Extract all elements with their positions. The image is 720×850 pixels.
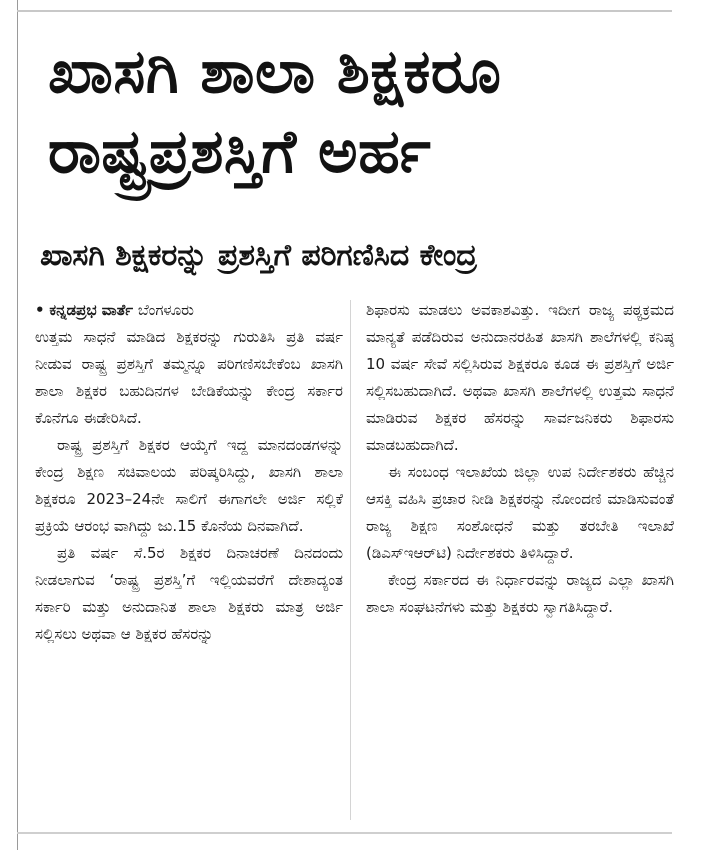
article-paragraph-2: ರಾಷ್ಟ್ರ ಪ್ರಶಸ್ತಿಗೆ ಶಿಕ್ಷಕರ ಆಯ್ಕೆಗೆ ಇದ್ದ ಮಾನದಂಡಗಳನ್ನು ಕೇಂದ್ರ ಶಿಕ್ಷಣ ಸಚಿವಾಲಯ ಪರಿಷ್ಕರಿಸಿದ್ದು, ಖಾಸಗಿ ಶಾಲಾ ಶಿಕ್ಷಕರೂ 2023–24ನೇ ಸಾಲಿಗೆ ಈಗಾಗಲೇ ಅರ್ಜಿ ಸಲ್ಲಿಕೆ ಪ್ರಕ್ರಿಯೆ ಆರಂಭ ವಾಗಿದ್ದು ಜು.15 ಕೊನೆಯ ದಿನವಾಗಿದೆ. bbox=[35, 436, 343, 535]
byline-place: ಬೆಂಗಳೂರು bbox=[137, 301, 194, 319]
article-paragraph-4: ಈ ಸಂಬಂಧ ಇಲಾಖೆಯ ಜಿಲ್ಲಾ ಉಪ ನಿರ್ದೇಶಕರು ಹೆಚ್ಚಿನ ಆಸಕ್ತಿ ವಹಿಸಿ ಪ್ರಚಾರ ನೀಡಿ ಶಿಕ್ಷಕರನ್ನು ನೋಂದಣಿ ಮಾಡಿಸುವಂತೆ ರಾಜ್ಯ ಶಿಕ್ಷಣ ಸಂಶೋಧನೆ ಮತ್ತು ತರಬೇತಿ ಇಲಾಖೆ (ಡಿಎಸ್ಇಆರ್‌ಟಿ) ನಿರ್ದೇಶಕರು ತಿಳಿಸಿದ್ದಾರೆ. bbox=[366, 463, 674, 562]
article-column-right bbox=[366, 297, 674, 621]
byline-agency: ಕನ್ನಡಪ್ರಭ ವಾರ್ತೆ bbox=[49, 301, 134, 319]
article-subheadline: ಖಾಸಗಿ ಶಿಕ್ಷಕರನ್ನು ಪ್ರಶಸ್ತಿಗೆ ಪರಿಗಣಿಸಿದ ಕೇಂದ್ರ bbox=[40, 238, 477, 273]
column-divider bbox=[350, 300, 351, 820]
page-bottom-rule bbox=[17, 832, 672, 834]
byline-bullet: • bbox=[35, 301, 45, 319]
article-paragraph-3-part-2: ಶಿಫಾರಸು ಮಾಡಲು ಅವಕಾಶವಿತ್ತು. ಇದೀಗ ರಾಜ್ಯ ಪಠ್ಯಕ್ರಮದ ಮಾನ್ಯತೆ ಪಡೆದಿರುವ ಅನುದಾನರಹಿತ ಖಾಸಗಿ ಶಾಲೆಗಳಲ್ಲಿ ಕನಿಷ್ಠ 10 ವರ್ಷ ಸೇವೆ ಸಲ್ಲಿಸಿರುವ ಶಿಕ್ಷಕರೂ ಕೂಡ ಈ ಪ್ರಶಸ್ತಿಗೆ ಅರ್ಜಿ ಸಲ್ಲಿಸಬಹುದಾಗಿದೆ. ಅಥವಾ ಖಾಸಗಿ ಶಾಲೆಗಳಲ್ಲಿ ಉತ್ತಮ ಸಾಧನೆ ಮಾಡಿರುವ ಶಿಕ್ಷಕರ ಹೆಸರನ್ನು ಸಾರ್ವಜನಿಕರು ಶಿಫಾರಸು ಮಾಡಬಹುದಾಗಿದೆ. bbox=[366, 301, 674, 454]
byline bbox=[35, 297, 343, 324]
article-paragraph-3-part-1: ಪ್ರತಿ ವರ್ಷ ಸೆ.5ರ ಶಿಕ್ಷಕರ ದಿನಾಚರಣೆ ದಿನದಂದು ನೀಡಲಾಗುವ ‘ರಾಷ್ಟ್ರ ಪ್ರಶಸ್ತಿ’ಗೆ ಇಲ್ಲಿಯವರೆಗೆ ದೇಶಾದ್ಯಂತ ಸರ್ಕಾರಿ ಮತ್ತು ಅನುದಾನಿತ ಶಾಲಾ ಶಿಕ್ಷಕರು ಮಾತ್ರ ಅರ್ಜಿ ಸಲ್ಲಿಸಲು ಅಥವಾ ಆ ಶಿಕ್ಷಕರ ಹೆಸರನ್ನು bbox=[35, 544, 343, 643]
article-paragraph-1: ಉತ್ತಮ ಸಾಧನೆ ಮಾಡಿದ ಶಿಕ್ಷಕರನ್ನು ಗುರುತಿಸಿ ಪ್ರತಿ ವರ್ಷ ನೀಡುವ ರಾಷ್ಟ್ರ ಪ್ರಶಸ್ತಿಗೆ ತಮ್ಮನ್ನೂ ಪರಿಗಣಿಸಬೇಕೆಂಬ ಖಾಸಗಿ ಶಾಲಾ ಶಿಕ್ಷಕರ ಬಹುದಿನಗಳ ಬೇಡಿಕೆಯನ್ನು ಕೇಂದ್ರ ಸರ್ಕಾರ ಕೊನೆಗೂ ಈಡೇರಿಸಿದೆ. bbox=[35, 328, 343, 427]
page-top-rule bbox=[17, 10, 672, 12]
article-column-left bbox=[35, 297, 343, 648]
page-left-rule bbox=[17, 0, 18, 850]
article-paragraph-5: ಕೇಂದ್ರ ಸರ್ಕಾರದ ಈ ನಿರ್ಧಾರವನ್ನು ರಾಜ್ಯದ ಎಲ್ಲಾ ಖಾಸಗಿ ಶಾಲಾ ಸಂಘಟನೆಗಳು ಮತ್ತು ಶಿಕ್ಷಕರು ಸ್ವಾಗತಿಸಿದ್ದಾರೆ. bbox=[366, 571, 674, 616]
article-headline: ಖಾಸಗಿ ಶಾಲಾ ಶಿಕ್ಷಕರೂ ರಾಷ್ಟ್ರಪ್ರಶಸ್ತಿಗೆ ಅರ್ಹ bbox=[48, 37, 502, 187]
